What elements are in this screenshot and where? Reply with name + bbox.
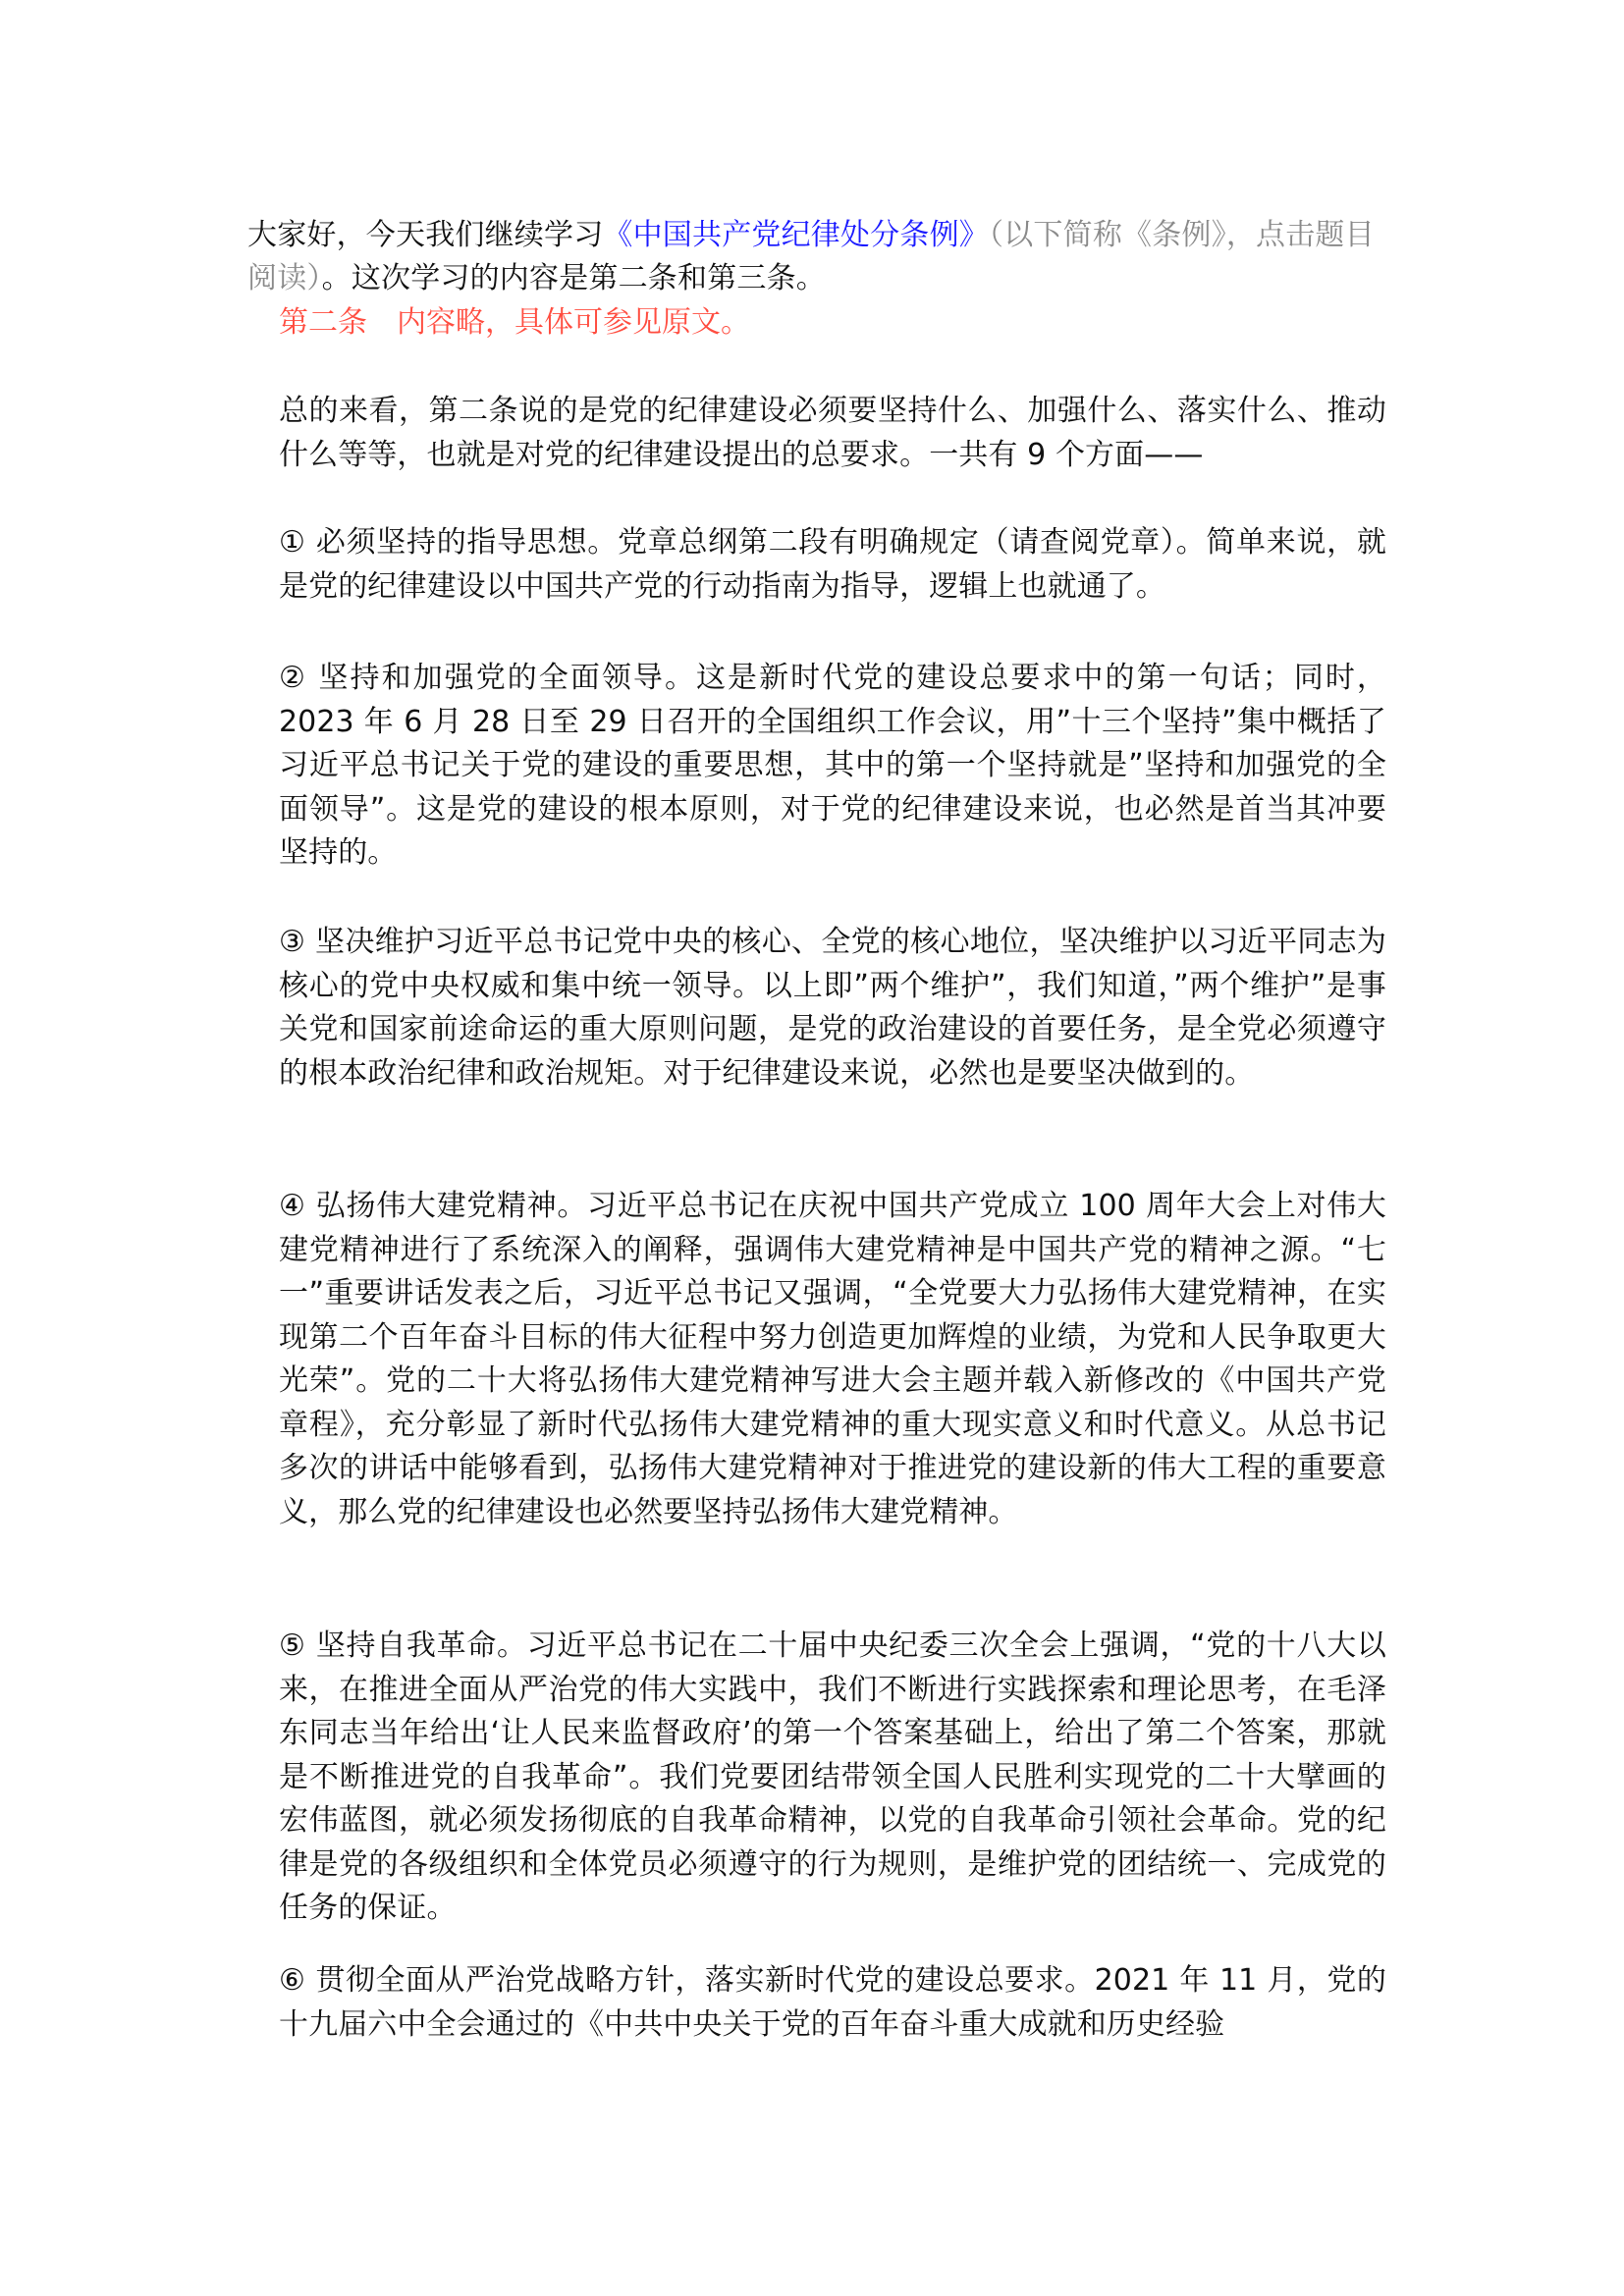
point-2-paragraph: ② 坚持和加强党的全面领导。这是新时代党的建设总要求中的第一句话；同时，2023 年 6 月 28 日至 29 日召开的全国组织工作会议，用”十三个坚持”集中概括了习近平总书记关于党的建设的重要思想，其中的第一个坚持就是”坚持和加强党的全面领导”。这是党的建设的根本原则，对于党的纪律建设来说，也必然是首当其冲要坚持的。 (279, 661, 1386, 870)
point-5-paragraph: ⑤ 坚持自我革命。习近平总书记在二十届中央纪委三次全会上强调，“党的十八大以来，在推进全面从严治党的伟大实践中，我们不断进行实践探索和理论思考，在毛泽东同志当年给出‘让人民来监督政府’的第一个答案基础上，给出了第二个答案，那就是不断推进党的自我革命”。我们党要团结带领全国人民胜利实现党的二十大擘画的宏伟蓝图，就必须发扬彻底的自我革命精神，以党的自我革命引领社会革命。党的纪律是党的各级组织和全体党员必须遵守的行为规则，是维护党的团结统一、完成党的任务的保证。 (279, 1629, 1386, 1925)
point-6-paragraph: ⑥ 贯彻全面从严治党战略方针，落实新时代党的建设总要求。2021 年 11 月，党的十九届六中全会通过的《中共中央关于党的百年奋斗重大成就和历史经验 (279, 1963, 1386, 2042)
article-heading (279, 301, 750, 345)
point-1-paragraph: ① 必须坚持的指导思想。党章总纲第二段有明确规定（请查阅党章）。简单来说，就是党的纪律建设以中国共产党的行动指南为指导，逻辑上也就通了。 (279, 525, 1386, 604)
article-label: 第二条 (279, 305, 367, 340)
intro-paragraph (247, 214, 1386, 300)
summary-paragraph: 总的来看，第二条说的是党的纪律建设必须要坚持什么、加强什么、落实什么、推动什么等等，也就是对党的纪律建设提出的总要求。一共有 9 个方面—— (279, 394, 1386, 472)
regulation-title-link[interactable]: 《中国共产党纪律处分条例》 (603, 218, 990, 252)
article-note: 内容略，具体可参见原文。 (397, 305, 750, 340)
intro-text: 大家好，今天我们继续学习 (247, 218, 604, 252)
intro-text-after: 。这次学习的内容是第二条和第三条。 (321, 261, 827, 295)
point-4-paragraph: ④ 弘扬伟大建党精神。习近平总书记在庆祝中国共产党成立 100 周年大会上对伟大建党精神进行了系统深入的阐释，强调伟大建党精神是中国共产党的精神之源。“七一”重要讲话发表之后，习近平总书记又强调，“全党要大力弘扬伟大建党精神，在实现第二个百年奋斗目标的伟大征程中努力创造更加辉煌的业绩，为党和人民争取更大光荣”。党的二十大将弘扬伟大建党精神写进大会主题并载入新修改的《中国共产党章程》，充分彰显了新时代弘扬伟大建党精神的重大现实意义和时代意义。从总书记多次的讲话中能够看到，弘扬伟大建党精神对于推进党的建设新的伟大工程的重要意义，那么党的纪律建设也必然要坚持弘扬伟大建党精神。 (279, 1189, 1386, 1529)
abbreviation-note: （以下简称《条例》，点击题目阅读） (247, 218, 1375, 295)
point-3-paragraph: ③ 坚决维护习近平总书记党中央的核心、全党的核心地位，坚决维护以习近平同志为核心的党中央权威和集中统一领导。以上即”两个维护”，我们知道，”两个维护”是事关党和国家前途命运的重大原则问题，是党的政治建设的首要任务，是全党必须遵守的根本政治纪律和政治规矩。对于纪律建设来说，必然也是要坚决做到的。 (279, 925, 1386, 1091)
